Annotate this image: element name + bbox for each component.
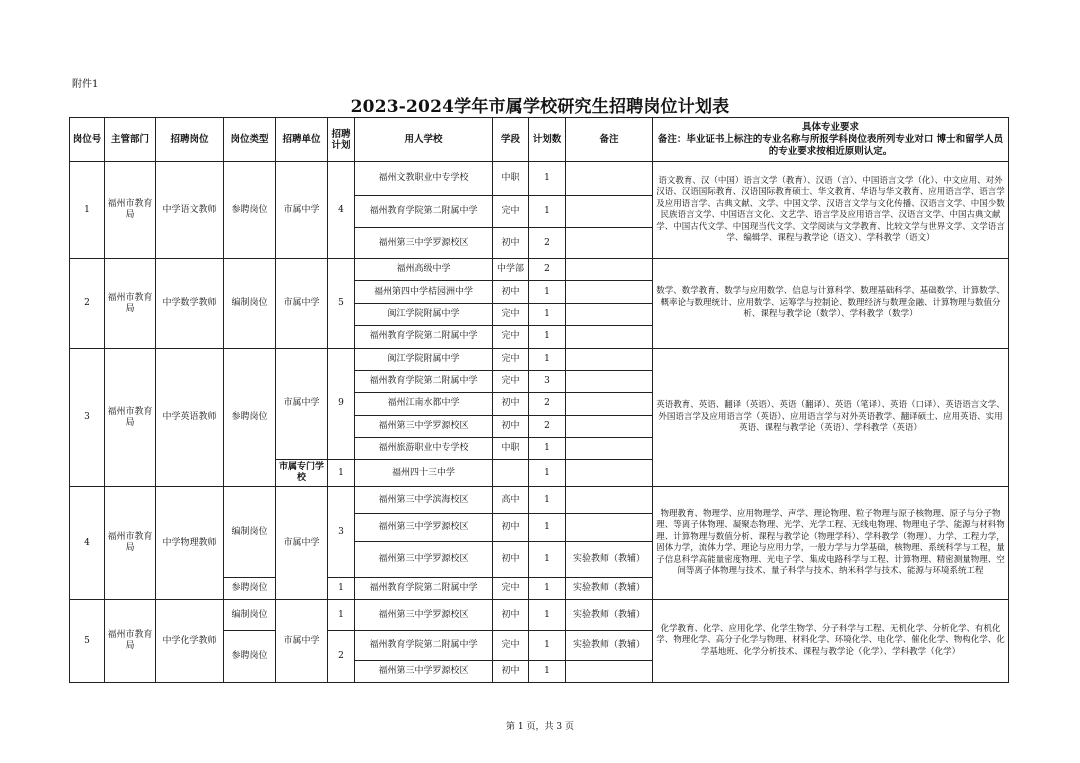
count: 2 — [529, 415, 566, 437]
table-row — [70, 487, 1009, 514]
school: 福州江南水都中学 — [355, 393, 493, 415]
school: 福州教育学院第二附属中学 — [355, 325, 493, 348]
dept: 福州市教育局 — [105, 487, 156, 600]
post-no: 3 — [70, 348, 105, 486]
remark — [566, 459, 653, 486]
table-row — [70, 348, 1009, 370]
post-type: 参聘岗位 — [224, 631, 276, 683]
school: 福州第三中学罗源校区 — [355, 415, 493, 437]
header-school: 用人学校 — [355, 118, 493, 162]
level: 中学部 — [493, 259, 529, 281]
header-count: 计划数 — [529, 118, 566, 162]
level: 高中 — [493, 487, 529, 514]
plan: 3 — [328, 487, 355, 578]
school: 闽江学院附属中学 — [355, 303, 493, 325]
count: 2 — [529, 259, 566, 281]
school: 福州教育学院第二附属中学 — [355, 631, 493, 660]
dept: 福州市教育局 — [105, 162, 156, 259]
count: 2 — [529, 227, 566, 258]
unit: 市属中学 — [276, 259, 328, 349]
remark: 实验教师（教辅） — [566, 541, 653, 577]
remark — [566, 415, 653, 437]
plan: 1 — [328, 600, 355, 631]
position: 中学数学教师 — [156, 259, 224, 349]
school: 福州教育学院第二附属中学 — [355, 195, 493, 227]
major-requirements: 物理教育、物理学、应用物理学、声学、理论物理、粒子物理与原子核物理、原子与分子物理、等离子体物理、凝聚态物理、光学、光学工程、无线电物理、物理电子学、能源与材料物理、计算物理与数值分析、课程与教学论（物理学科）、学科教学（物理）、力学、工程力学，固体力学，流体力学、理论与应用力学，一般力学与力学基础，核物理、系统科学与工程，量子信息科学高能量密度物理、光电子学、集成电路科学与工程、计算物理、精密测量物理、空间等离子体物理与技术、量子科学与技术、纳米科学与技术、能源与环境系统工程 — [653, 487, 1009, 600]
post-type: 参聘岗位 — [224, 348, 276, 486]
remark — [566, 303, 653, 325]
header-unit: 招聘单位 — [276, 118, 328, 162]
level: 初中 — [493, 227, 529, 258]
count: 1 — [529, 514, 566, 541]
count: 1 — [529, 437, 566, 459]
header-post-type: 岗位类型 — [224, 118, 276, 162]
count: 1 — [529, 660, 566, 682]
position: 中学物理教师 — [156, 487, 224, 600]
count: 1 — [529, 348, 566, 370]
major-requirements: 英语教育、英语、翻译（英语）、英语（翻译）、英语（笔译）、英语（口译）、英语语言文学、外国语言学及应用语言学（英语）、应用语言学与对外英语教学、翻译硕士、应用英语、实用英语、课程与教学论（英语）、学科教学（英语） — [653, 348, 1009, 486]
header-plan: 招聘计划 — [328, 118, 355, 162]
unit: 市属中学 — [276, 487, 328, 600]
dept: 福州市教育局 — [105, 348, 156, 486]
recruitment-plan-table — [69, 117, 1009, 683]
school: 福州第三中学滨海校区 — [355, 487, 493, 514]
dept: 福州市教育局 — [105, 600, 156, 683]
post-no: 5 — [70, 600, 105, 683]
post-no: 4 — [70, 487, 105, 600]
post-type: 参聘岗位 — [224, 577, 276, 599]
remark — [566, 325, 653, 348]
school: 福州第三中学罗源校区 — [355, 541, 493, 577]
school: 福州高级中学 — [355, 259, 493, 281]
level: 初中 — [493, 660, 529, 682]
remark: 实验教师（教辅） — [566, 631, 653, 660]
remark: 实验教师（教辅） — [566, 600, 653, 631]
level: 初中 — [493, 415, 529, 437]
school: 福州旅游职业中专学校 — [355, 437, 493, 459]
post-no: 1 — [70, 162, 105, 259]
remark — [566, 514, 653, 541]
attachment-label: 附件1 — [72, 79, 99, 90]
school: 福州第三中学罗源校区 — [355, 227, 493, 258]
page-footer: 第 1 页，共 3 页 — [506, 722, 574, 732]
position: 中学化学教师 — [156, 600, 224, 683]
count: 1 — [529, 631, 566, 660]
unit: 市属专门学校 — [276, 459, 328, 486]
remark — [566, 195, 653, 227]
table-row — [70, 600, 1009, 631]
level: 完中 — [493, 303, 529, 325]
level: 初中 — [493, 514, 529, 541]
remark — [566, 660, 653, 682]
remark — [566, 162, 653, 195]
table-row — [70, 259, 1009, 281]
plan: 2 — [328, 631, 355, 683]
plan: 4 — [328, 162, 355, 259]
count: 1 — [529, 541, 566, 577]
plan: 1 — [328, 459, 355, 486]
remark — [566, 393, 653, 415]
plan: 5 — [328, 259, 355, 349]
post-type: 参聘岗位 — [224, 162, 276, 259]
unit: 市属中学 — [276, 600, 328, 683]
count: 1 — [529, 303, 566, 325]
plan: 1 — [328, 577, 355, 599]
level: 初中 — [493, 600, 529, 631]
level: 中职 — [493, 162, 529, 195]
level: 初中 — [493, 281, 529, 303]
remark — [566, 227, 653, 258]
post-no: 2 — [70, 259, 105, 349]
count: 1 — [529, 325, 566, 348]
unit: 市属中学 — [276, 348, 328, 459]
level — [493, 459, 529, 486]
level: 初中 — [493, 393, 529, 415]
major-note: 备注：毕业证书上标注的专业名称与所报学科岗位表所列专业对口 博士和留学人员的专业要求按相近原则认定。 — [657, 133, 1004, 157]
header-dept: 主管部门 — [105, 118, 156, 162]
header-row — [70, 118, 1009, 162]
count: 1 — [529, 487, 566, 514]
table-row — [70, 162, 1009, 195]
school: 福州第四中学桔园洲中学 — [355, 281, 493, 303]
school: 福州四十三中学 — [355, 459, 493, 486]
school: 福州第三中学罗源校区 — [355, 600, 493, 631]
level: 完中 — [493, 577, 529, 599]
position: 中学语文教师 — [156, 162, 224, 259]
school: 福州第三中学罗源校区 — [355, 514, 493, 541]
header-major-requirements — [653, 118, 1009, 162]
count: 2 — [529, 393, 566, 415]
level: 初中 — [493, 541, 529, 577]
position: 中学英语教师 — [156, 348, 224, 486]
unit: 市属中学 — [276, 162, 328, 259]
remark — [566, 348, 653, 370]
major-title: 具体专业要求 — [801, 121, 859, 133]
school: 福州教育学院第二附属中学 — [355, 577, 493, 599]
level: 完中 — [493, 371, 529, 393]
count: 1 — [529, 459, 566, 486]
remark — [566, 437, 653, 459]
level: 完中 — [493, 631, 529, 660]
remark — [566, 281, 653, 303]
count: 3 — [529, 371, 566, 393]
level: 完中 — [493, 348, 529, 370]
level: 完中 — [493, 325, 529, 348]
level: 中职 — [493, 437, 529, 459]
remark — [566, 487, 653, 514]
major-requirements: 化学教育、化学、应用化学、化学生物学、分子科学与工程、无机化学、分析化学、有机化学、物理化学、高分子化学与物理、材料化学、环境化学、电化学、催化化学、物构化学、化学基地班、化学分析技术、课程与教学论（化学）、学科教学（化学） — [653, 600, 1009, 683]
page-title: 2023-2024学年市属学校研究生招聘岗位计划表 — [350, 97, 730, 117]
school: 福州教育学院第二附属中学 — [355, 371, 493, 393]
count: 1 — [529, 600, 566, 631]
school: 福州文教职业中专学校 — [355, 162, 493, 195]
remark — [566, 259, 653, 281]
post-type: 编制岗位 — [224, 259, 276, 349]
remark: 实验教师（教辅） — [566, 577, 653, 599]
post-type: 编制岗位 — [224, 487, 276, 578]
school: 福州第三中学罗源校区 — [355, 660, 493, 682]
count: 1 — [529, 281, 566, 303]
header-remark: 备注 — [566, 118, 653, 162]
school: 闽江学院附属中学 — [355, 348, 493, 370]
header-post-no: 岗位号 — [70, 118, 105, 162]
plan: 9 — [328, 348, 355, 459]
post-type: 编制岗位 — [224, 600, 276, 631]
major-requirements: 数学、数学教育、数学与应用数学、信息与计算科学、数理基础科学、基础数学、计算数学、概率论与数理统计、应用数学、运筹学与控制论、数理经济与数理金融、计算物理与数值分析、课程与教学论（数学）、学科教学（数学） — [653, 259, 1009, 349]
count: 1 — [529, 195, 566, 227]
header-level: 学段 — [493, 118, 529, 162]
count: 1 — [529, 162, 566, 195]
dept: 福州市教育局 — [105, 259, 156, 349]
remark — [566, 371, 653, 393]
count: 1 — [529, 577, 566, 599]
level: 完中 — [493, 195, 529, 227]
header-position: 招聘岗位 — [156, 118, 224, 162]
major-requirements: 语文教育、汉（中国）语言文学（教育）、汉语（言）、中国语言文学（化）、中文应用、对外汉语、汉语国际教育、汉语国际教育硕士、华文教育、华语与华文教育、应用语言学、语言学及应用语言学、古典文献、文学、中国文学、汉语言文学与文化传播、汉语言文学、中国少数民族语言文学、中国语言文化、文艺学、语言学及应用语言学、汉语言文学、中国古典文献学、中国古代文学、中国现当代文学、文学阅读与文学教育、比较文学与世界文学、文学语言学、编辑学、课程与教学论（语文）、学科教学（语文） — [653, 162, 1009, 259]
